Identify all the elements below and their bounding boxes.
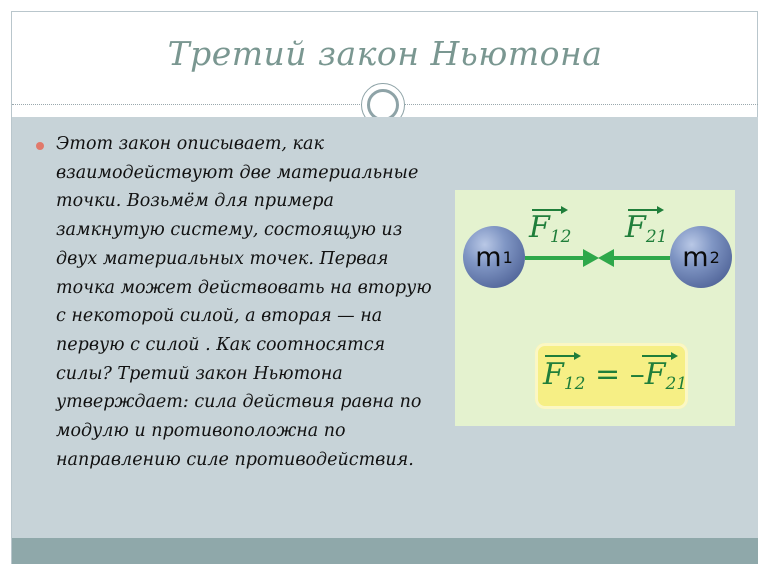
body-text: Этот закон описывает, как взаимодействуют две материальные точки. Возьмём для примера замкнутую систему, состоящую из двух материальных точек. Первая точка может действовать на вторую с некоторой силой, а вторая — на первую с силой . Как соотносятся силы? Третий закон Ньютона утверждает: сила действия равна по модулю и противоположна по направлению силе противодействия. <box>56 134 432 470</box>
slide-title: Третий закон Ньютона <box>167 34 603 73</box>
formula-equals: = <box>595 357 621 392</box>
force-21-arrowhead-icon <box>598 249 614 267</box>
formula-minus: – <box>629 357 645 392</box>
force-12-symbol: F <box>529 210 550 245</box>
force-12-label <box>529 210 571 247</box>
formula-box <box>535 343 688 409</box>
bullet-dot-icon <box>36 142 44 150</box>
newton-third-law-figure <box>455 190 735 426</box>
mass-1-symbol: m <box>475 241 502 273</box>
mass-1-ball <box>463 226 525 288</box>
formula-text <box>543 357 687 394</box>
formula-left-symbol: F <box>543 357 564 392</box>
formula-left-index: 12 <box>563 374 586 394</box>
mass-1-index: 1 <box>502 247 513 267</box>
force-12-index: 12 <box>549 227 572 247</box>
force-21-arrow-line <box>613 256 670 260</box>
force-21-index: 21 <box>645 227 668 247</box>
bottom-bar <box>12 538 758 564</box>
force-12-arrowhead-icon <box>583 249 599 267</box>
formula-right-symbol: F <box>644 357 666 392</box>
mass-2-index: 2 <box>709 247 720 267</box>
force-21-label <box>625 210 667 247</box>
mass-2-ball <box>670 226 732 288</box>
mass-2-symbol: m <box>682 241 709 273</box>
force-12-arrow-line <box>525 256 585 260</box>
formula-right-index: 21 <box>665 374 688 394</box>
force-21-symbol: F <box>625 210 646 245</box>
